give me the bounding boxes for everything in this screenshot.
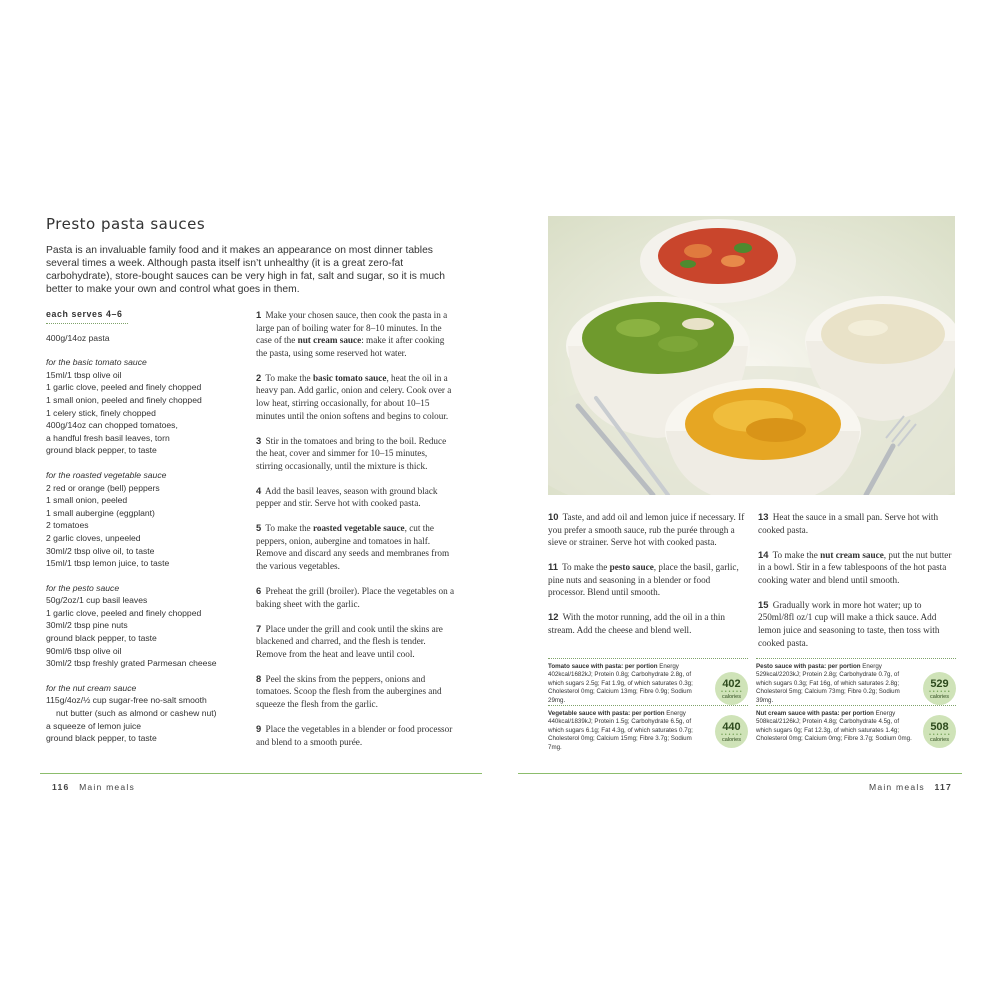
method-step: 5 To make the roasted vegetable sauce, cut the peppers, onion, aubergine and tomatoes in half. Remove and discard any seeds and membranes from the various vegetables.	[256, 522, 450, 572]
ingredient-item: 1 garlic clove, peeled and finely chopped	[46, 607, 202, 618]
calorie-badge: 508 • • • • • • calories	[923, 715, 956, 748]
footer-right	[869, 782, 958, 792]
method-step: 7 Place under the grill and cook until the skins are blackened and charred, and the flesh is tender. Remove from the heat and leave until cool.	[256, 622, 443, 659]
method-step: 10 Taste, and add oil and lemon juice if necessary. If you prefer a smooth sauce, rub the purée through a sieve or strainer. Serve hot with cooked pasta.	[548, 511, 745, 548]
footer-rule-right	[518, 773, 962, 774]
method-step: 3 Stir in the tomatoes and bring to the boil. Reduce the heat, cover and simmer for 10–15 minutes, stirring occasionally, until the mixture is thick.	[256, 434, 447, 471]
ingredient-item: 90ml/6 tbsp olive oil	[46, 645, 122, 656]
method-column-middle	[548, 511, 748, 649]
nutrition-box-nut-cream	[756, 705, 956, 744]
ingredients-heading: each serves 4–6	[46, 308, 128, 324]
ingredient-item: ground black pepper, to taste	[46, 445, 157, 456]
ingredient-item: a handful fresh basil leaves, torn	[46, 432, 170, 443]
method-step: 15 Gradually work in more hot water; up to 250ml/8fl oz/1 cup will make a thick sauce. Add lemon juice and seasoning to taste, then toss with cooked pasta.	[758, 598, 940, 648]
method-column-left	[256, 309, 456, 761]
calorie-badge: 529 • • • • • • calories	[923, 672, 956, 705]
ingredient-item: 15ml/1 tbsp lemon juice, to taste	[46, 558, 170, 569]
calorie-badge: 402 • • • • • • calories	[715, 672, 748, 705]
intro-paragraph: Pasta is an invaluable family food and it makes an appearance on most dinner tables several times a week. Although pasta itself isn’t unhealthy (it is a great zero-fat carbohydrate), store-bought sauces can be very high in fat, salt and sugar, so it is much better to make your own and control what goes in them.	[46, 245, 445, 295]
ingredient-item: 1 small onion, peeled and finely chopped	[46, 394, 202, 405]
ingredient-base: 400g/14oz pasta	[46, 332, 110, 343]
ingredient-item: a squeeze of lemon juice	[46, 720, 142, 731]
calorie-badge: 440 • • • • • • calories	[715, 715, 748, 748]
ingredient-item: 30ml/2 tbsp freshly grated Parmesan cheese	[46, 658, 217, 669]
page-title: Presto pasta sauces	[46, 215, 206, 233]
ingredient-item: 400g/14oz can chopped tomatoes,	[46, 420, 178, 431]
method-step: 14 To make the nut cream sauce, put the nut butter in a bowl. Stir in a few tablespoons of the hot pasta cooking water and blend until smooth.	[758, 548, 952, 585]
nutrition-text: Pesto sauce with pasta: per portion Energy 529kcal/2203kJ; Protein 2.8g; Carbohydrate 0.7g, of which sugars 0.3g; Fat 16g, of which saturates 2.8g; Cholesterol 5mg; Calcium 73mg; Fibre 0.2g; Sodium 39mg.	[756, 663, 900, 704]
ingredient-group-title: for the roasted vegetable sauce	[46, 469, 167, 480]
ingredient-item: 2 red or orange (bell) peppers	[46, 482, 160, 493]
method-step: 12 With the motor running, add the oil in a thin stream. Add the cheese and blend well.	[548, 611, 726, 635]
ingredient-group-title: for the nut cream sauce	[46, 682, 137, 693]
ingredient-item: nut butter (such as almond or cashew nut)	[56, 708, 217, 719]
ingredient-item: 15ml/1 tbsp olive oil	[46, 369, 122, 380]
page-number-right: 117	[934, 782, 952, 792]
footer-rule-left	[40, 773, 482, 774]
method-step: 8 Peel the skins from the peppers, onions and tomatoes. Scoop the flesh from the aubergines and squeeze the flesh from the garlic.	[256, 672, 442, 709]
ingredient-item: 1 small onion, peeled	[46, 495, 128, 506]
section-name-right: Main meals	[868, 782, 925, 792]
pasta-bowls-photo	[548, 216, 955, 495]
ingredient-item: 50g/2oz/1 cup basil leaves	[46, 595, 148, 606]
ingredient-item: 115g/4oz/½ cup sugar-free no-salt smooth	[46, 695, 207, 706]
ingredient-item: ground black pepper, to taste	[46, 633, 157, 644]
method-step: 9 Place the vegetables in a blender or food processor and blend to a smooth purée.	[256, 722, 453, 747]
method-column-right	[758, 511, 956, 662]
ingredient-item: 2 tomatoes	[46, 520, 89, 531]
ingredient-item: 30ml/2 tbsp pine nuts	[46, 620, 128, 631]
ingredient-group-title: for the pesto sauce	[46, 582, 120, 593]
nutrition-box-pesto	[756, 658, 956, 705]
method-step: 11 To make the pesto sauce, place the basil, garlic, pine nuts and seasoning in a blender or food processor. Blend until smooth.	[548, 561, 739, 598]
ingredient-group-title: for the basic tomato sauce	[46, 357, 147, 368]
method-step: 6 Preheat the grill (broiler). Place the vegetables on a baking sheet with the garlic.	[256, 585, 455, 609]
nutrition-text: Vegetable sauce with pasta: per portion Energy 440kcal/1839kJ; Protein 1.5g; Carbohydrate 6.5g, of which sugars 6.1g; Fat 4.3g, of which saturates 0.7g; Cholesterol 0mg; Calcium 15mg; Fibre 3.7g; Sodium 7mg.	[548, 710, 693, 751]
ingredient-item: ground black pepper, to taste	[46, 733, 157, 744]
section-name-left: Main meals	[79, 782, 136, 792]
method-step: 2 To make the basic tomato sauce, heat the oil in a heavy pan. Add garlic, onion and celery. Cook over a low heat, stirring occasionally, for about 10–15 minutes until the onion softens and begins to colour.	[256, 371, 452, 421]
nutrition-box-vegetable	[548, 705, 748, 752]
ingredients-list	[46, 308, 251, 745]
nutrition-box-tomato	[548, 658, 748, 705]
method-step: 4 Add the basil leaves, season with ground black pepper and stir. Serve hot with cooked pasta.	[256, 484, 438, 509]
ingredient-item: 1 small aubergine (eggplant)	[46, 507, 155, 518]
ingredient-item: 1 celery stick, finely chopped	[46, 407, 156, 418]
method-step: 13 Heat the sauce in a small pan. Serve hot with cooked pasta.	[758, 511, 939, 535]
nutrition-text: Nut cream sauce with pasta: per portion Energy 508kcal/2126kJ; Protein 4.8g; Carbohydrate 4.5g, of which sugars 0g; Fat 12.3g, of which saturates 1.4g; Cholesterol 0mg; Calcium 0mg; Fibre 3.7g; Sodium 0mg.	[756, 710, 912, 743]
ingredient-item: 30ml/2 tbsp olive oil, to taste	[46, 545, 155, 556]
footer-left	[46, 782, 135, 792]
ingredient-item: 1 garlic clove, peeled and finely chopped	[46, 382, 202, 393]
ingredient-item: 2 garlic cloves, unpeeled	[46, 532, 141, 543]
page-number-left: 116	[52, 782, 70, 792]
method-step: 1 Make your chosen sauce, then cook the pasta in a large pan of boiling water for 8–10 minutes. In the case of the nut cream sauce: make it after cooking the pasta, using some reserved hot water.	[256, 309, 448, 358]
nutrition-text: Tomato sauce with pasta: per portion Energy 402kcal/1682kJ; Protein 0.8g; Carbohydrate 2.8g, of which sugars 2.5g; Fat 1.9g, of which saturates 0.3g; Cholesterol 0mg; Calcium 13mg; Fibre 0.9g; Sodium 29mg.	[548, 663, 693, 704]
